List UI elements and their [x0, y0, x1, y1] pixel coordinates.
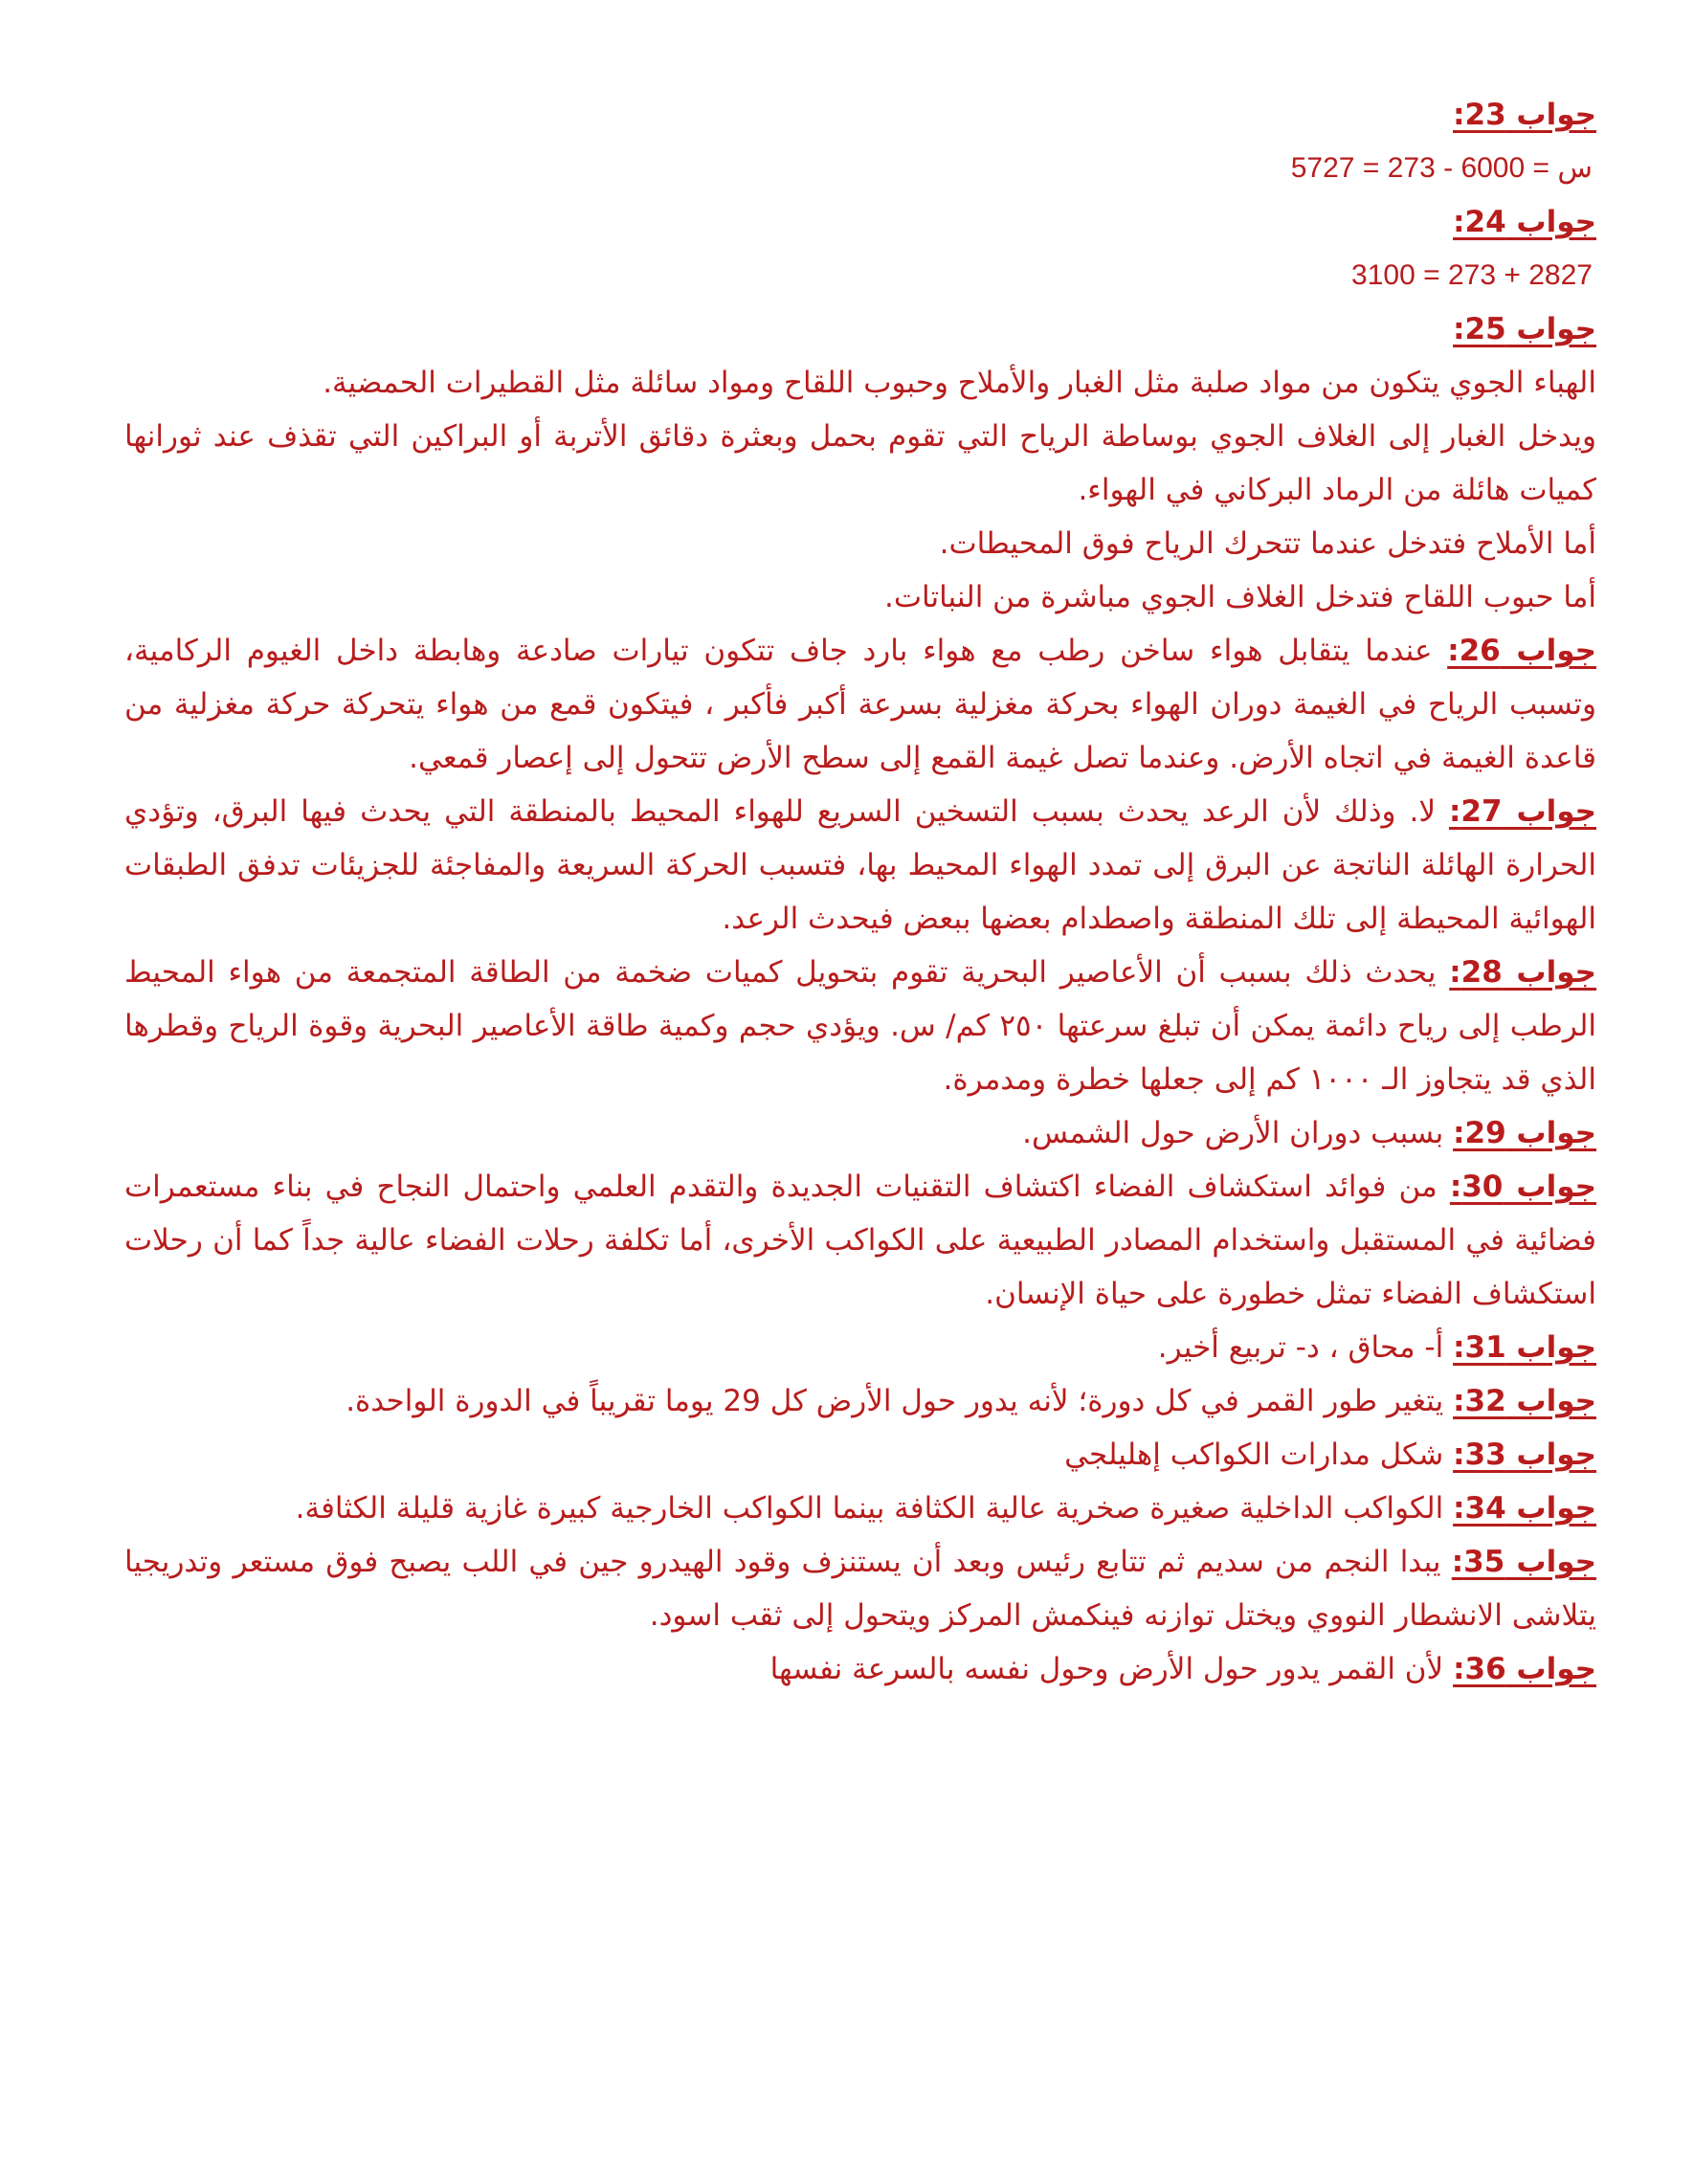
answer-31-text: أ- محاق ، د- تربيع أخير. [1157, 1330, 1454, 1365]
answer-29-label: جواب 29: [1453, 1116, 1596, 1150]
answer-25-line3: أما الأملاح فتدخل عندما تتحرك الرياح فوق المحيطات. [939, 526, 1596, 561]
answer-25-line4: أما حبوب اللقاح فتدخل الغلاف الجوي مباشرة من النباتات. [884, 580, 1596, 614]
answer-34 [124, 1482, 1596, 1535]
answer-35 [124, 1535, 1596, 1642]
answer-25 [124, 302, 1596, 624]
answer-27-label: جواب 27: [1448, 794, 1596, 829]
answer-33 [124, 1428, 1596, 1482]
answer-23 [124, 88, 1596, 195]
answer-31-label: جواب 31: [1453, 1330, 1596, 1365]
answer-30 [124, 1160, 1596, 1321]
answer-26-text: عندما يتقابل هواء ساخن رطب مع هواء بارد جاف تتكون تيارات صادعة وهابطة داخل الغيوم الركامية، وتسبب الرياح في الغيمة دوران الهواء بحركة مغزلية بسرعة أكبر فأكبر ، فيتكون قمع من هواء يتحركة حركة مغزلية من قاعدة الغيمة في اتجاه الأرض. وعندما تصل غيمة القمع إلى سطح الأرض تتحول إلى إعصار قمعي. [124, 634, 1596, 775]
answer-24-equation: 2827 + 273 = 3100 [1351, 259, 1593, 291]
answer-26 [124, 624, 1596, 785]
answer-24-label: جواب 24: [1453, 205, 1596, 239]
answer-30-label: جواب 30: [1449, 1170, 1596, 1204]
answer-30-text: من فوائد استكشاف الفضاء اكتشاف التقنيات الجديدة والتقدم العلمي واحتمال النجاح في بناء مستعمرات فضائية في المستقبل واستخدام المصادر الطبيعية على الكواكب الأخرى، أما تكلفة رحلات الفضاء عالية جداً كما أن رحلات استكشاف الفضاء تمثل خطورة على حياة الإنسان. [124, 1170, 1596, 1311]
answer-24 [124, 195, 1596, 302]
answer-32-text: يتغير طور القمر في كل دورة؛ لأنه يدور حول الأرض كل 29 يوما تقريباً في الدورة الواحدة. [345, 1384, 1454, 1418]
answer-23-label: جواب 23: [1453, 98, 1596, 132]
answer-33-label: جواب 33: [1453, 1437, 1596, 1472]
answer-26-label: جواب 26: [1447, 634, 1596, 668]
answer-32-label: جواب 32: [1453, 1384, 1596, 1418]
answer-36-text: لأن القمر يدور حول الأرض وحول نفسه بالسرعة نفسها [769, 1652, 1454, 1686]
answer-29-text: بسبب دوران الأرض حول الشمس. [1022, 1116, 1454, 1150]
answer-35-text: يبدا النجم من سديم ثم تتابع رئيس وبعد أن يستنزف وقود الهيدرو جين في اللب يصبح فوق مستعر وتدريجيا يتلاشى الانشطار النووي ويختل توازنه فينكمش المركز ويتحول إلى ثقب اسود. [124, 1545, 1596, 1633]
answer-34-text: الكواكب الداخلية صغيرة صخرية عالية الكثافة بينما الكواكب الخارجية كبيرة غازية قليلة الكثافة. [295, 1491, 1454, 1526]
answer-sheet [124, 88, 1596, 1696]
answer-25-label: جواب 25: [1453, 312, 1596, 346]
answer-36-label: جواب 36: [1453, 1652, 1596, 1686]
answer-36 [124, 1642, 1596, 1696]
answer-27 [124, 785, 1596, 946]
answer-31 [124, 1321, 1596, 1374]
answer-25-line2: ويدخل الغبار إلى الغلاف الجوي بوساطة الرياح التي تقوم بحمل وبعثرة دقائق الأتربة أو البراكين التي تقذف عند ثورانها كميات هائلة من الرماد البركاني في الهواء. [124, 419, 1596, 507]
answer-32 [124, 1374, 1596, 1428]
answer-35-label: جواب 35: [1451, 1545, 1596, 1579]
answer-27-text: لا. وذلك لأن الرعد يحدث بسبب التسخين السريع للهواء المحيط بالمنطقة التي يحدث فيها البرق، وتؤدي الحرارة الهائلة الناتجة عن البرق إلى تمدد الهواء المحيط بها، فتسبب الحركة السريعة والمفاجئة للجزيئات تدفق الطبقات الهوائية المحيطة إلى تلك المنطقة واصطدام بعضها ببعض فيحدث الرعد. [124, 794, 1596, 936]
answer-34-label: جواب 34: [1453, 1491, 1596, 1526]
answer-28-text: يحدث ذلك بسبب أن الأعاصير البحرية تقوم بتحويل كميات ضخمة من الطاقة المتجمعة من هواء المحيط الرطب إلى رياح دائمة يمكن أن تبلغ سرعتها ٢٥٠ كم/ س. ويؤدي حجم وكمية طاقة الأعاصير البحرية وقوة الرياح وقطرها الذي قد يتجاوز الـ ١٠٠٠ كم إلى جعلها خطرة ومدمرة. [124, 955, 1597, 1097]
answer-28 [124, 946, 1596, 1106]
answer-25-line1: الهباء الجوي يتكون من مواد صلبة مثل الغبار والأملاح وحبوب اللقاح ومواد سائلة مثل القطيرات الحمضية. [323, 366, 1596, 400]
answer-33-text: شكل مدارات الكواكب إهليلجي [1064, 1437, 1454, 1472]
answer-23-equation: س = 6000 - 273 = 5727 [1290, 152, 1593, 184]
answer-28-label: جواب 28: [1449, 955, 1596, 990]
answer-29 [124, 1106, 1596, 1160]
